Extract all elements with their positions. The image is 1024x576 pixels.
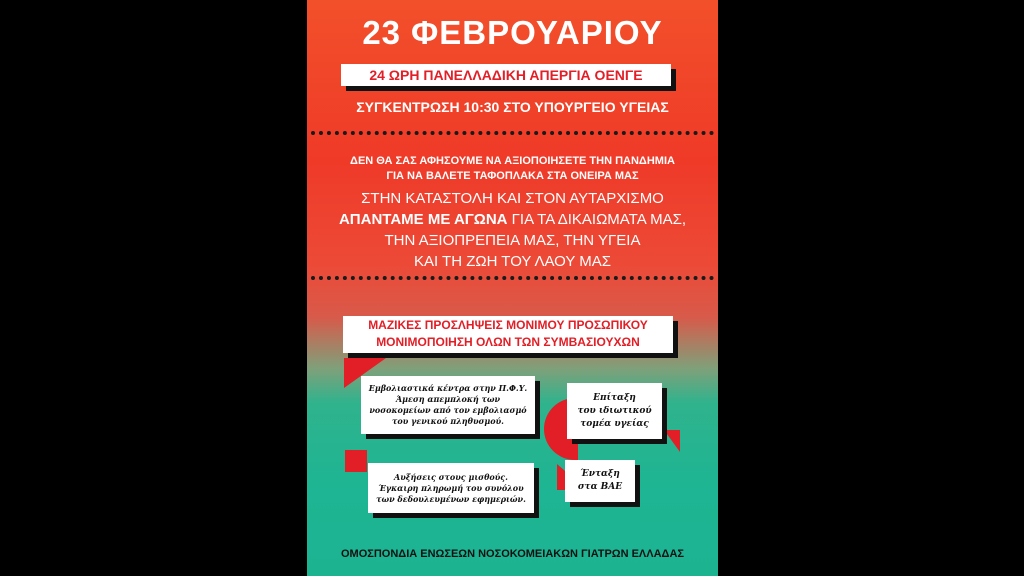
- wages-line-2: Έγκαιρη πληρωμή του συνόλου: [378, 482, 524, 493]
- message-emphasis: ΑΠΑΝΤΑΜΕ ΜΕ ΑΓΩΝΑ: [338, 211, 508, 228]
- demands-banner: [343, 316, 673, 353]
- card-wages: [368, 463, 534, 513]
- vaccination-line-3: νοσοκομείων από τον εμβολιασμό: [369, 405, 527, 415]
- vaccination-line-2: Άμεση απεμπλοκή των: [395, 394, 501, 404]
- warning-line-1: ΔΕΝ ΘΑ ΣΑΣ ΑΦΗΣΟΥΜΕ ΝΑ ΑΞΙΟΠΟΙΗΣΕΤΕ ΤΗΝ ΠΑΝΔΗΜΙΑ: [350, 155, 675, 167]
- requisition-line-3: τομέα υγείας: [580, 418, 649, 429]
- bae-line-2: στα ΒΑΕ: [577, 482, 623, 492]
- message-line-4: ΚΑΙ ΤΗ ΖΩΗ ΤΟΥ ΛΑΟΥ ΜΑΣ: [413, 253, 612, 270]
- dotted-divider-top: [311, 131, 714, 135]
- vaccination-line-1: Εμβολιαστικά κέντρα στην Π.Φ.Υ.: [368, 383, 528, 393]
- wages-line-1: Αυξήσεις στους μισθούς.: [394, 471, 508, 482]
- poster-title: 23 ΦΕΒΡΟΥΑΡΙΟΥ: [362, 14, 663, 51]
- dotted-divider-bottom: [311, 276, 714, 280]
- wages-line-3: των δεδουλευμένων εφημεριών.: [376, 493, 526, 504]
- decorative-square: [345, 450, 367, 472]
- decorative-triangle-right: [664, 430, 680, 452]
- demand-line-2: ΜΟΝΙΜΟΠΟΙΗΣΗ ΟΛΩΝ ΤΩΝ ΣΥΜΒΑΣΙΟΥΧΩΝ: [376, 335, 640, 349]
- warning-text: [307, 154, 718, 184]
- warning-line-2: ΓΙΑ ΝΑ ΒΑΛΕΤΕ ΤΑΦΟΠΛΑΚΑ ΣΤΑ ΟΝΕΙΡΑ ΜΑΣ: [386, 170, 639, 182]
- demand-line-1: ΜΑΖΙΚΕΣ ΠΡΟΣΛΗΨΕΙΣ ΜΟΝΙΜΟΥ ΠΡΟΣΩΠΙΚΟΥ: [368, 318, 648, 332]
- gathering-info: ΣΥΓΚΕΝΤΡΩΣΗ 10:30 ΣΤΟ ΥΠΟΥΡΓΕΙΟ ΥΓΕΙΑΣ: [356, 99, 669, 115]
- card-requisition: [567, 383, 662, 439]
- message-line-3: ΤΗΝ ΑΞΙΟΠΡΕΠΕΙΑ ΜΑΣ, ΤΗΝ ΥΓΕΙΑ: [384, 232, 641, 249]
- message-line-1: ΣΤΗΝ ΚΑΤΑΣΤΟΛΗ ΚΑΙ ΣΤΟΝ ΑΥΤΑΡΧΙΣΜΟ: [361, 190, 664, 207]
- card-bae: [565, 460, 635, 502]
- vaccination-line-4: του γενικού πληθυσμού.: [392, 416, 504, 426]
- federation-footer: ΟΜΟΣΠΟΝΔΙΑ ΕΝΩΣΕΩΝ ΝΟΣΟΚΟΜΕΙΑΚΩΝ ΓΙΑΤΡΩΝ ΕΛΛΑΔΑΣ: [340, 548, 685, 560]
- strike-subtitle-banner: 24 ΩΡΗ ΠΑΝΕΛΛΑΔΙΚΗ ΑΠΕΡΓΙΑ ΟΕΝΓΕ: [341, 64, 671, 86]
- message-line-2-rest: ΓΙΑ ΤΑ ΔΙΚΑΙΩΜΑΤΑ ΜΑΣ,: [507, 211, 687, 228]
- strike-poster: [307, 0, 718, 576]
- message-line-2: [307, 209, 718, 230]
- main-message: [307, 188, 718, 272]
- requisition-line-2: του ιδιωτικού: [577, 405, 652, 416]
- requisition-line-1: Επίταξη: [593, 392, 636, 403]
- card-vaccination: [361, 376, 535, 434]
- bae-line-1: Ένταξη: [580, 469, 620, 479]
